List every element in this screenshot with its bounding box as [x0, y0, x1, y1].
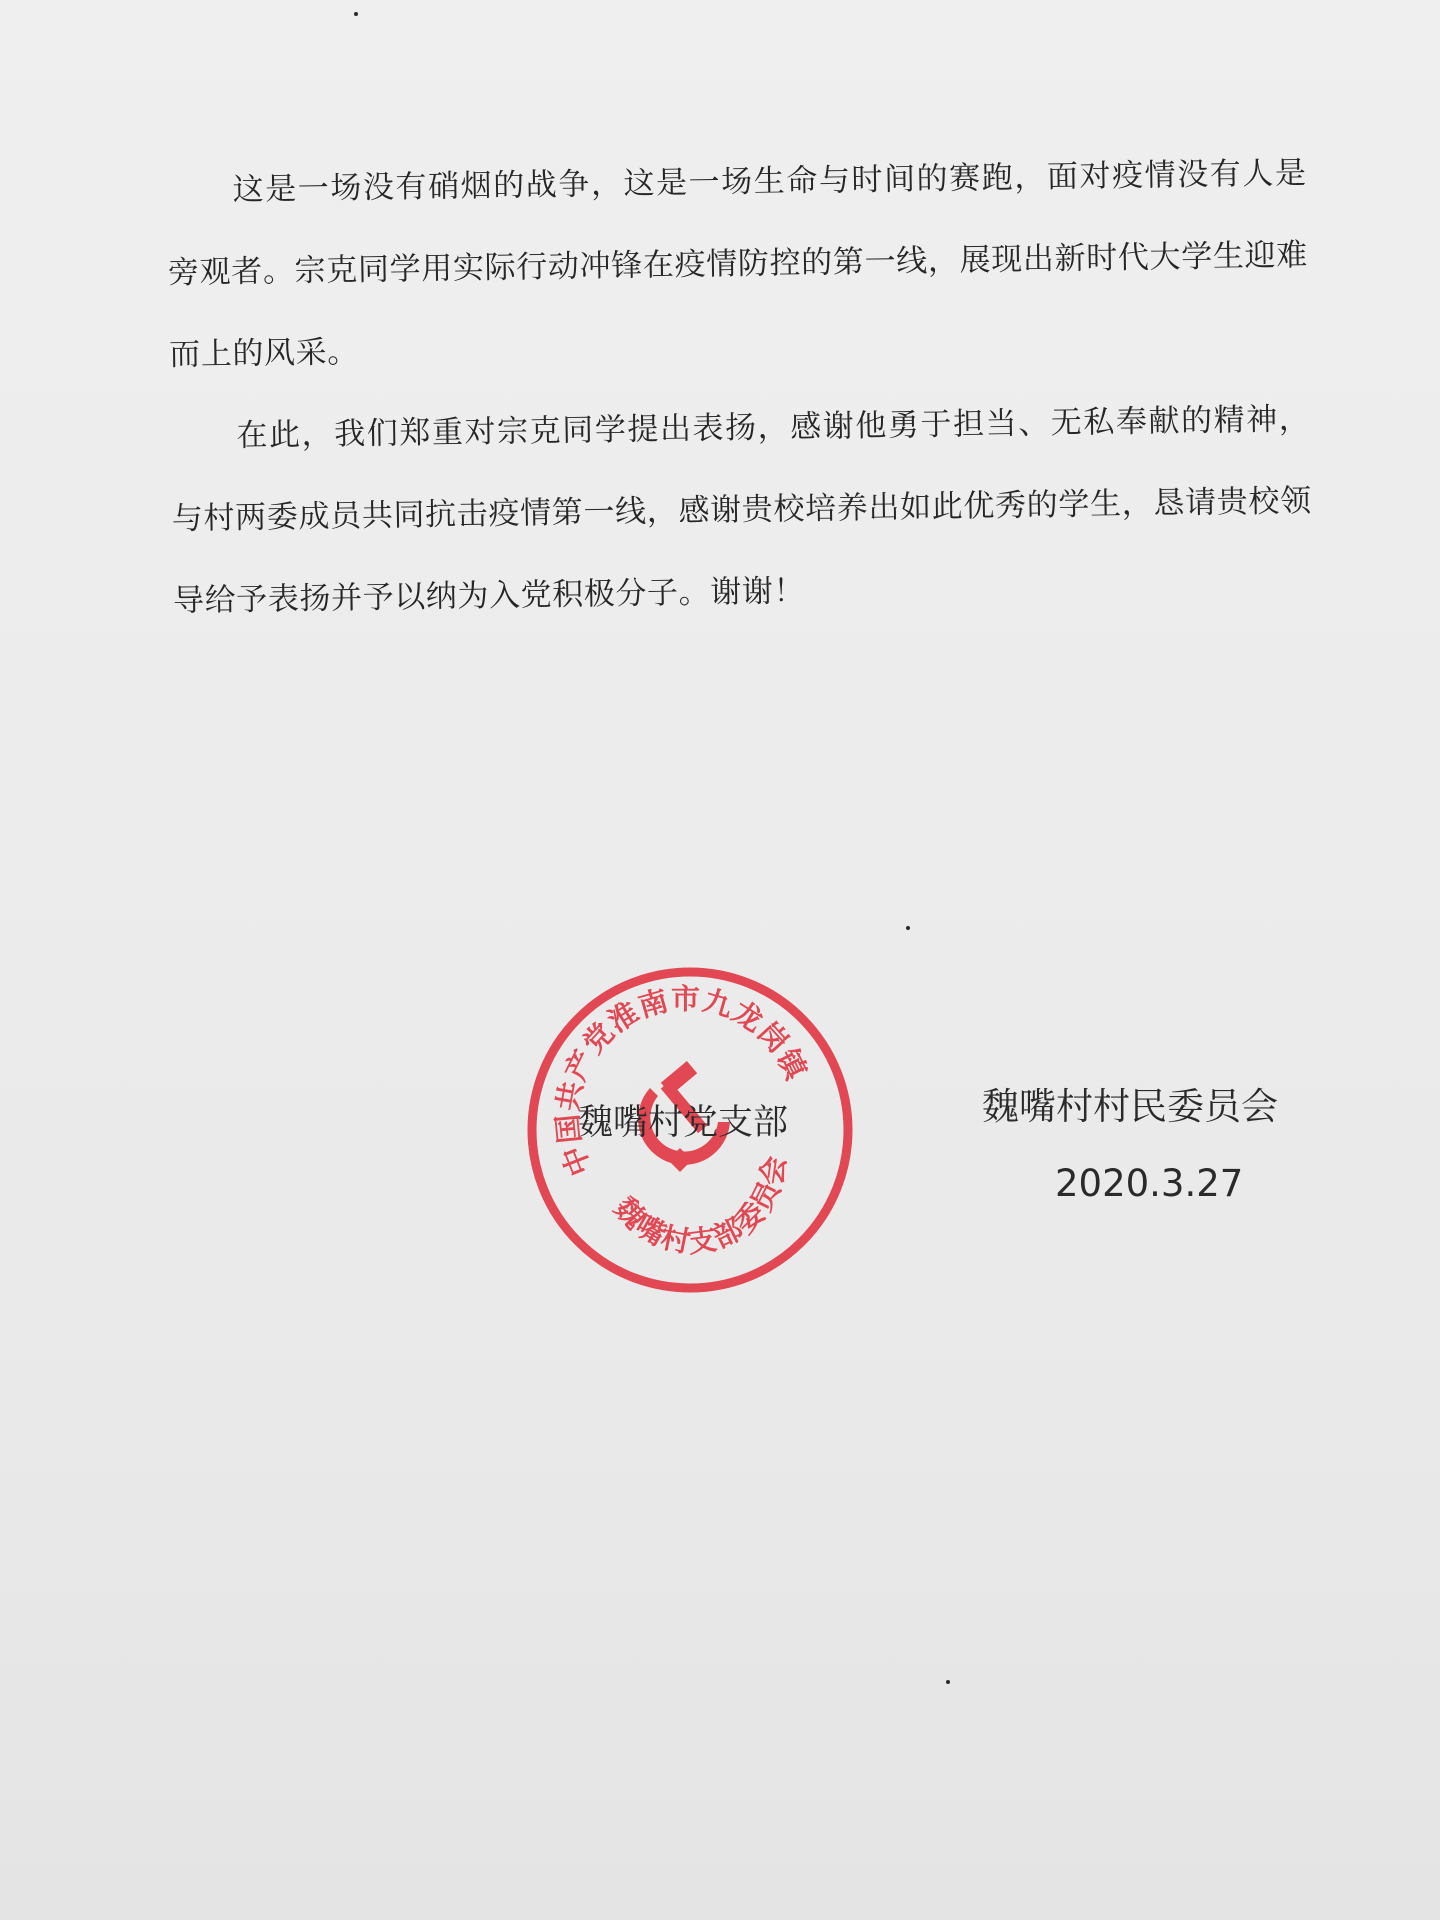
paper-speck [354, 12, 358, 16]
paper-speck [906, 926, 910, 930]
paragraph-1: 这是一场没有硝烟的战争，这是一场生命与时间的赛跑，面对疫情没有人是旁观者。宗克同学用实际行动冲锋在疫情防控的第一线，展现出新时代大学生迎难而上的风采。 [167, 155, 1309, 373]
letter-date: 2020.3.27 [1055, 1162, 1244, 1205]
seal-inner-text: 魏嘴村支部委员会 [607, 1153, 793, 1260]
village-committee-signature: 魏嘴村村民委员会 [982, 1085, 1278, 1128]
seal-outer-text: 中国共产党淮南市九龙岗镇 [550, 981, 814, 1181]
paragraph-2: 在此，我们郑重对宗克同学提出表扬，感谢他勇于担当、无私奉献的精神，与村两委成员共同抗击疫情第一线，感谢贵校培养出如此优秀的学生，恳请贵校领导给予表扬并予以纳为入党积极分子。谢谢！ [171, 401, 1312, 619]
paper-speck [946, 1680, 950, 1684]
party-branch-signature: 魏嘴村党支部 [578, 1103, 789, 1143]
letter-body [166, 132, 1314, 642]
